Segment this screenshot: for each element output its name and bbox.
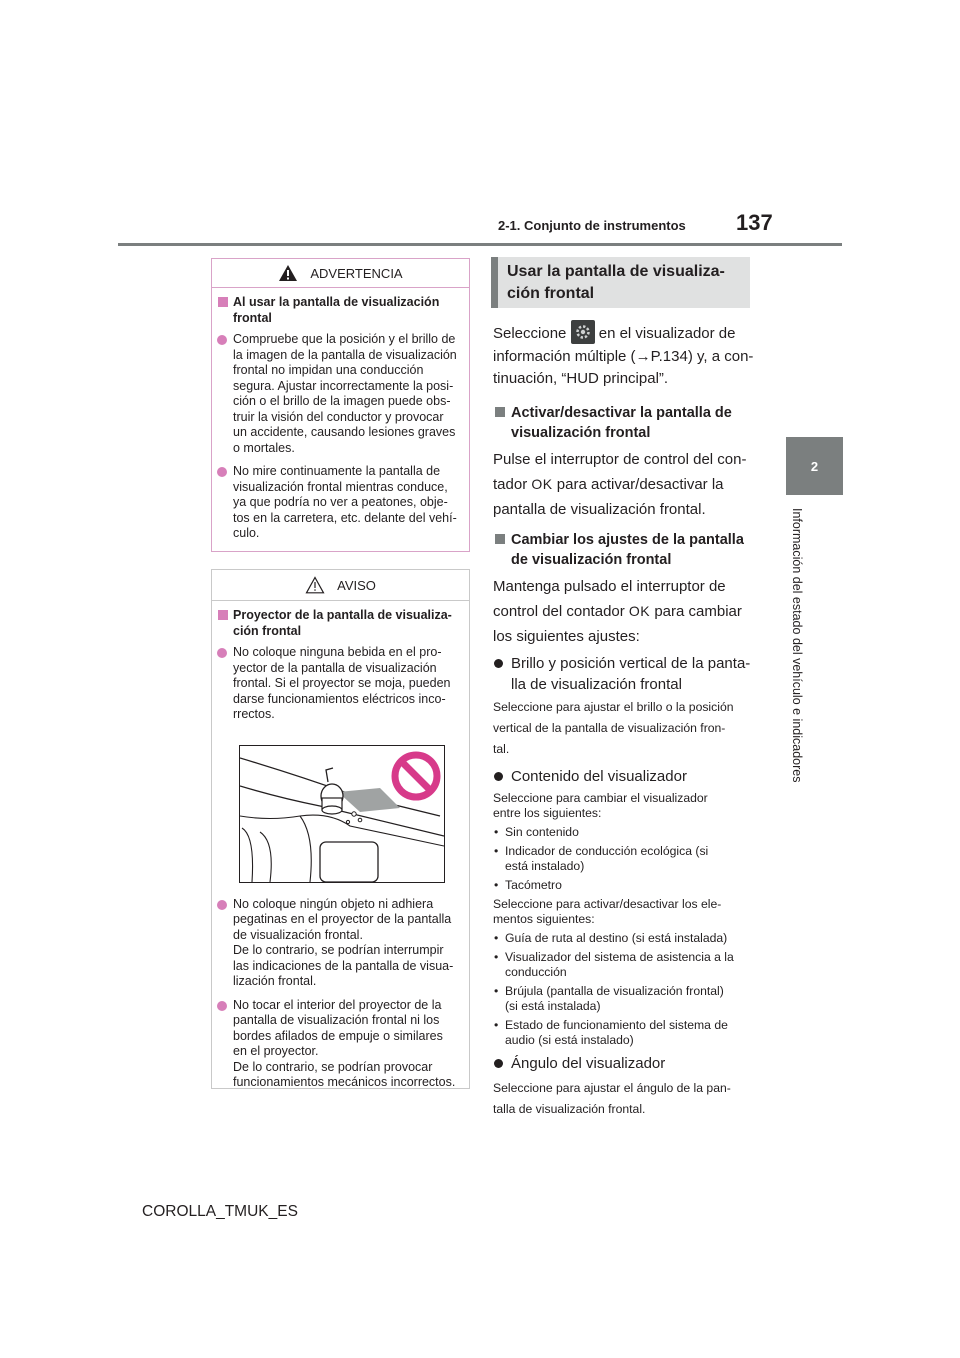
line: Compruebe que la posición y el brillo de <box>233 332 456 346</box>
text: Sin contenido <box>505 824 579 839</box>
line: No tocar el interior del proyector de la <box>233 997 442 1012</box>
line: Brújula (pantalla de visualización frontal) <box>505 983 724 998</box>
text: Tacómetro <box>505 877 562 892</box>
line: pegatinas en el proyector de la pantalla <box>233 912 452 926</box>
caution-box <box>211 569 470 1089</box>
warning-box <box>211 258 470 552</box>
bullet-brightness <box>493 653 755 695</box>
line: de visualización frontal <box>511 551 672 568</box>
line: funcionamientos mecánicos incorrectos. <box>233 1075 456 1089</box>
brightness-desc <box>493 697 755 760</box>
text: Pulse el interruptor de control del con- <box>493 450 747 468</box>
line: Proyector de la pantalla de visualiza- <box>233 608 452 622</box>
line: vertical de la pantalla de visualización fron- <box>493 720 726 735</box>
line: Seleccione para ajustar el brillo o la posición <box>493 699 734 714</box>
line: tal. <box>493 741 510 756</box>
content-desc-2 <box>493 897 755 927</box>
chapter-number: 2 <box>810 458 819 474</box>
line: talla de visualización frontal. <box>493 1101 646 1116</box>
content-item <box>493 825 755 840</box>
content-item <box>493 950 755 980</box>
footer-code: COROLLA_TMUK_ES <box>142 1203 298 1220</box>
warning-label: ADVERTENCIA <box>310 265 403 281</box>
line: tos en la carretera, etc. delante del vehí- <box>233 510 457 525</box>
line: ya que podría no ver a peatones, obje- <box>233 495 448 509</box>
line: frontal no impidan una conducción <box>233 363 424 377</box>
caution-header <box>212 570 469 601</box>
intro-paragraph <box>493 320 755 391</box>
ok-button-label: OK <box>628 602 651 619</box>
projector-illustration <box>239 745 445 883</box>
content-item <box>493 1018 755 1048</box>
line: Visualizador del sistema de asistencia a la <box>505 949 734 964</box>
text: Contenido del visualizador <box>511 767 687 785</box>
main-content <box>493 320 755 1120</box>
content-item <box>493 931 755 946</box>
line: Cambiar los ajustes de la pantalla <box>511 531 744 548</box>
line: está instalado) <box>505 858 585 873</box>
text: Ángulo del visualizador <box>511 1054 666 1072</box>
line: visualización frontal mientras conduce, <box>233 479 448 494</box>
text: para activar/desactivar la <box>556 475 724 493</box>
text: P.134) y, a con- <box>650 347 754 365</box>
text: tador <box>493 475 528 493</box>
content-item <box>493 844 755 874</box>
line: un accidente, causando lesiones graves <box>233 425 456 439</box>
line: entre los siguientes: <box>493 805 602 820</box>
chapter-tab <box>786 437 843 495</box>
line: la imagen de la pantalla de visualización <box>233 347 457 362</box>
arrow-icon: → <box>635 347 651 365</box>
warning-item-1 <box>217 332 461 456</box>
line: audio (si está instalado) <box>505 1032 634 1047</box>
line: pantalla de visualización frontal ni los <box>233 1013 440 1027</box>
line: (si está instalada) <box>505 998 601 1013</box>
section-title <box>491 257 750 308</box>
content-item <box>493 984 755 1014</box>
text: para cambiar <box>654 602 742 620</box>
line: de visualización frontal. <box>233 927 363 942</box>
line: ción frontal <box>507 285 595 302</box>
line: De lo contrario, se podrían provocar <box>233 1059 433 1074</box>
line: ción o el brillo de la imagen puede obs- <box>233 394 451 408</box>
toggle-paragraph <box>493 447 755 522</box>
line: Seleccione para ajustar el ángulo de la pan- <box>493 1080 731 1095</box>
warning-heading <box>217 294 461 326</box>
ok-button-label: OK <box>531 475 553 492</box>
line: las indicaciones de la pantalla de visua- <box>233 958 454 973</box>
chapter-title-vertical <box>786 508 808 798</box>
line: truir la visión del conductor y provocar <box>233 409 444 424</box>
text: Guía de ruta al destino (si está instalada) <box>505 930 728 945</box>
text: control del contador <box>493 602 625 620</box>
caution-heading <box>217 607 461 639</box>
bullet-angle <box>493 1053 755 1074</box>
text: información múltiple ( <box>493 347 636 365</box>
warning-item-2 <box>217 464 461 542</box>
warning-header <box>212 259 469 288</box>
line: culo. <box>233 526 260 540</box>
text: los siguientes ajustes: <box>493 627 640 645</box>
text: en el visualizador de <box>598 325 736 342</box>
line: segura. Ajustar incorrectamente la posi- <box>233 378 454 393</box>
line: yector de la pantalla de visualización <box>233 660 437 675</box>
line: Estado de funcionamiento del sistema de <box>505 1017 728 1032</box>
text: Mantenga pulsado el interruptor de <box>493 577 726 595</box>
line: bordes afilados de empuje o similares <box>233 1028 443 1043</box>
line: ción frontal <box>233 624 302 638</box>
content-desc <box>493 791 755 821</box>
line: o mortales. <box>233 440 295 455</box>
content-item <box>493 878 755 893</box>
caution-triangle-icon <box>305 576 325 594</box>
line: mentos siguientes: <box>493 911 595 926</box>
text: Seleccione <box>493 325 567 342</box>
line: Indicador de conducción ecológica (si <box>505 843 709 858</box>
settings-paragraph <box>493 574 755 649</box>
line: en el proyector. <box>233 1044 319 1058</box>
page-number: 137 <box>736 210 773 235</box>
line: Seleccione para cambiar el visualizador <box>493 790 708 805</box>
header-rule <box>118 243 842 246</box>
caution-item-3 <box>217 998 461 1091</box>
line: Usar la pantalla de visualiza- <box>507 263 725 280</box>
line: darse funcionamientos eléctricos inco- <box>233 691 446 706</box>
line: No coloque ninguna bebida en el pro- <box>233 645 442 659</box>
line: conducción <box>505 964 567 979</box>
warning-heading-text: Al usar la pantalla de visualización frontal <box>233 295 440 325</box>
warning-triangle-icon <box>278 264 298 282</box>
text: tinuación, “HUD principal”. <box>493 370 669 387</box>
line: No mire continuamente la pantalla de <box>233 464 441 478</box>
line: Activar/desactivar la pantalla de <box>511 404 732 421</box>
running-header-section: 2-1. Conjunto de instrumentos <box>498 218 686 233</box>
line: No coloque ningún objeto ni adhiera <box>233 896 434 911</box>
line: frontal. Si el proyector se moja, pueden <box>233 676 451 690</box>
line: Seleccione para activar/desactivar los ele- <box>493 896 722 911</box>
chapter-title: Información del estado del vehículo e indicadores <box>790 508 804 783</box>
caution-item-2 <box>217 897 461 990</box>
line: lización frontal. <box>233 974 317 988</box>
prohibited-icon <box>390 750 442 802</box>
toggle-heading <box>493 403 755 443</box>
settings-heading <box>493 530 755 570</box>
caution-label: AVISO <box>337 577 376 593</box>
line: De lo contrario, se podrían interrumpir <box>233 943 444 957</box>
caution-item-1 <box>217 645 461 723</box>
text: pantalla de visualización frontal. <box>493 500 706 518</box>
angle-desc <box>493 1078 755 1120</box>
line: Brillo y posición vertical de la panta- <box>511 654 751 672</box>
line: lla de visualización frontal <box>511 675 682 693</box>
settings-gear-icon <box>571 320 595 344</box>
line: visualización frontal <box>511 424 651 441</box>
line: rrectos. <box>233 707 275 721</box>
bullet-content <box>493 766 755 787</box>
